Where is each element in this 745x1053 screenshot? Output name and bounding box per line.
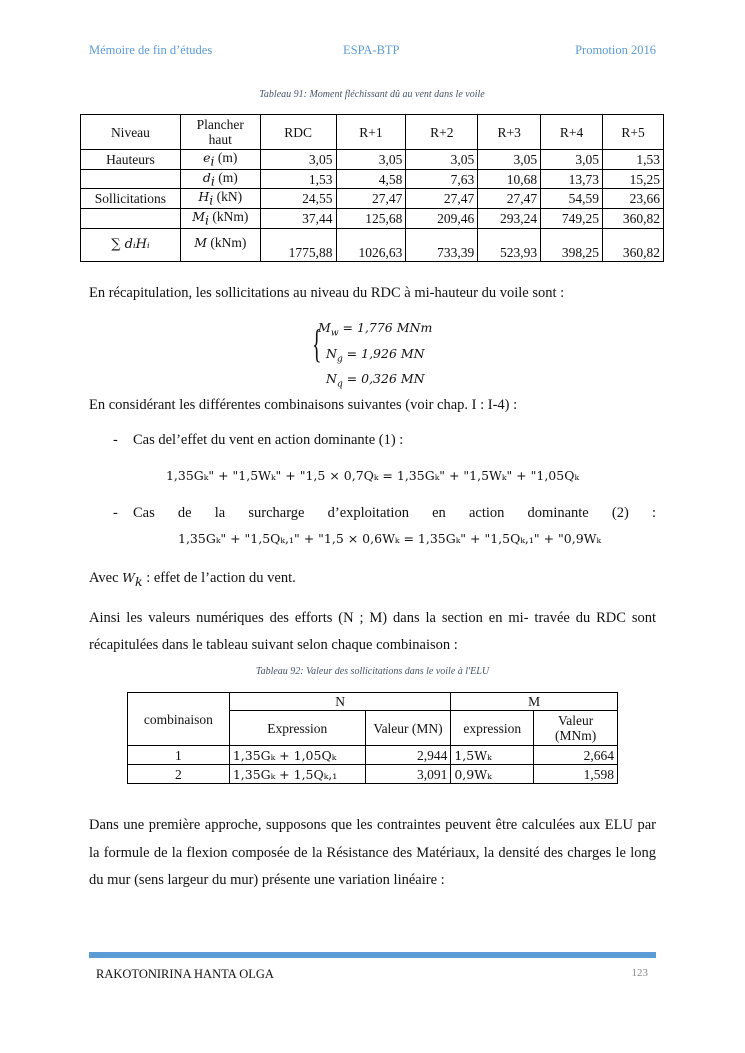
header-right: Promotion 2016	[575, 43, 656, 57]
th: R+2	[406, 115, 478, 150]
value-cell: 3,05	[406, 150, 478, 170]
formula1: 1,35Gₖ" + "1,5Wₖ" + "1,5 × 0,7Qₖ = 1,35Gₖ" + "1,5Wₖ" + "1,05Qₖ	[165, 468, 580, 483]
sub: i	[210, 153, 215, 169]
formula2: 1,35Gₖ" + "1,5Qₖ,₁" + "1,5 × 0,6Wₖ = 1,35Gₖ" + "1,5Qₖ,₁" + "0,9Wₖ	[178, 531, 602, 546]
avec-paragraph	[89, 569, 656, 591]
var: e	[203, 150, 211, 165]
sub: g	[336, 354, 343, 364]
table1-row	[81, 169, 664, 189]
bullet2: Cas de la surcharge d’exploitation en action dominante (2) :	[133, 505, 656, 521]
unit: (kNm)	[210, 235, 247, 251]
equation-system	[318, 318, 432, 395]
bullet-dash: -	[113, 432, 118, 448]
var: d	[202, 169, 211, 185]
footer-bar	[89, 952, 656, 958]
var: W	[122, 570, 136, 585]
th: RDC	[260, 115, 336, 150]
sub: i	[209, 193, 214, 209]
consider-paragraph: En considérant les différentes combinaisons suivantes (voir chap. I : I-4) :	[89, 397, 518, 413]
th: R+5	[603, 115, 664, 150]
row-label	[81, 169, 181, 189]
th-expression: Expression	[229, 711, 365, 746]
value-cell: 360,82	[603, 209, 664, 229]
footer-author: RAKOTONIRINA HANTA OLGA	[96, 967, 274, 981]
value-cell: 10,68	[478, 169, 541, 189]
value-cell: 7,63	[406, 169, 478, 189]
header-center: ESPA-BTP	[343, 43, 400, 57]
sub: k	[135, 573, 143, 589]
rest: = 0,326 MN	[342, 371, 425, 386]
th-combinaison: combinaison	[128, 693, 230, 746]
valN-cell: 3,091	[365, 765, 451, 784]
table1-row	[81, 189, 664, 209]
th: R+1	[336, 115, 406, 150]
valM-cell: 2,664	[534, 746, 618, 765]
value-cell: 1026,63	[336, 228, 406, 261]
value-cell: 1,53	[260, 169, 336, 189]
row-label	[81, 209, 181, 229]
row-label: ∑ dᵢHᵢ	[81, 228, 181, 261]
value-cell: 13,73	[541, 169, 603, 189]
quantity-cell	[180, 189, 260, 209]
unit: (kN)	[216, 189, 243, 205]
exprM-cell: 1,5Wₖ	[451, 746, 534, 765]
th: R+3	[478, 115, 541, 150]
row-label: Sollicitations	[81, 189, 181, 209]
value-cell: 54,59	[541, 189, 603, 209]
equation-line	[318, 369, 432, 395]
value-cell: 3,05	[336, 150, 406, 170]
value-cell: 15,25	[603, 169, 664, 189]
table2-caption: Tableau 92: Valeur des sollicitations dans le voile à l'ELU	[255, 666, 490, 677]
th: R+4	[541, 115, 603, 150]
comb-cell: 2	[128, 765, 230, 784]
value-cell: 4,58	[336, 169, 406, 189]
value-cell: 1,53	[603, 150, 664, 170]
exprN-cell: 1,35Gₖ + 1,5Qₖ,₁	[229, 765, 365, 784]
value-cell: 37,44	[260, 209, 336, 229]
exprM-cell: 0,9Wₖ	[451, 765, 534, 784]
bullet-dash: -	[113, 505, 118, 521]
brace: {	[312, 321, 322, 366]
equation-line	[318, 318, 432, 344]
value-cell: 293,24	[478, 209, 541, 229]
sub: i	[210, 173, 215, 189]
quantity-cell	[180, 150, 260, 170]
table2-row	[128, 746, 618, 765]
th-valeur-mnm: Valeur (MNm)	[534, 711, 618, 746]
equation-line	[318, 344, 432, 370]
var: N	[326, 345, 337, 361]
value-cell: 523,93	[478, 228, 541, 261]
recap-paragraph: En récapitulation, les sollicitations au niveau du RDC à mi-hauteur du voile sont :	[89, 285, 565, 301]
th-N: N	[229, 693, 451, 711]
page-number: 123	[631, 967, 648, 979]
value-cell: 398,25	[541, 228, 603, 261]
unit: (m)	[218, 169, 238, 185]
value-cell: 749,25	[541, 209, 603, 229]
sub: i	[205, 212, 209, 228]
th: Plancher haut	[180, 115, 260, 150]
quantity-cell	[180, 209, 260, 229]
unit: (m)	[217, 150, 238, 165]
table2-row	[128, 765, 618, 784]
value-cell: 3,05	[260, 150, 336, 170]
table1-header-row	[81, 115, 664, 150]
value-cell: 360,82	[603, 228, 664, 261]
quantity-cell	[180, 169, 260, 189]
th-expression-m: expression	[451, 711, 534, 746]
sub: q	[336, 379, 343, 390]
value-cell: 27,47	[406, 189, 478, 209]
th-M: M	[451, 693, 618, 711]
var: M	[194, 235, 207, 251]
table1-row	[81, 209, 664, 229]
row-label: Hauteurs	[81, 150, 181, 170]
table1-row	[81, 150, 664, 170]
var: H	[198, 189, 210, 205]
text: Avec	[89, 570, 123, 586]
value-cell: 1775,88	[260, 228, 336, 261]
th: Niveau	[81, 115, 181, 150]
ainsi-paragraph: Ainsi les valeurs numériques des efforts (N ; M) dans la section en mi- travée du RDC sont récapitulées dans le tableau suivant selon chaque combinaison :	[89, 610, 656, 653]
table1-row	[81, 228, 664, 261]
rest: = 1,926 MN	[342, 345, 425, 361]
text: : effet de l’action du vent.	[142, 570, 296, 586]
table1	[80, 114, 664, 262]
quantity-cell	[180, 228, 260, 261]
comb-cell: 1	[128, 746, 230, 765]
value-cell: 3,05	[541, 150, 603, 170]
value-cell: 209,46	[406, 209, 478, 229]
table2	[127, 692, 618, 784]
th-valeur-mn: Valeur (MN)	[365, 711, 451, 746]
value-cell: 27,47	[478, 189, 541, 209]
var: M	[192, 209, 205, 225]
value-cell: 24,55	[260, 189, 336, 209]
unit: (kNm)	[212, 209, 249, 225]
dans-paragraph: Dans une première approche, supposons que les contraintes peuvent être calculées aux ELU par la formule de la flexion composée de la Résistance des Matériaux, la densité des charges le long du mur (sens largeur du mur) présente une variation linéaire :	[89, 817, 656, 888]
var: N	[326, 371, 337, 386]
value-cell: 3,05	[478, 150, 541, 170]
bullet1: Cas del’effet du vent en action dominante (1) :	[133, 432, 404, 448]
valN-cell: 2,944	[365, 746, 451, 765]
value-cell: 23,66	[603, 189, 664, 209]
valM-cell: 1,598	[534, 765, 618, 784]
value-cell: 733,39	[406, 228, 478, 261]
table1-caption: Tableau 91: Moment fléchissant dû au vent dans le voile	[259, 89, 485, 100]
var: M	[318, 320, 331, 335]
rest: = 1,776 MNm	[338, 320, 433, 335]
header-left: Mémoire de fin d’études	[89, 43, 213, 57]
value-cell: 125,68	[336, 209, 406, 229]
sub: w	[330, 328, 339, 339]
exprN-cell: 1,35Gₖ + 1,05Qₖ	[229, 746, 365, 765]
value-cell: 27,47	[336, 189, 406, 209]
